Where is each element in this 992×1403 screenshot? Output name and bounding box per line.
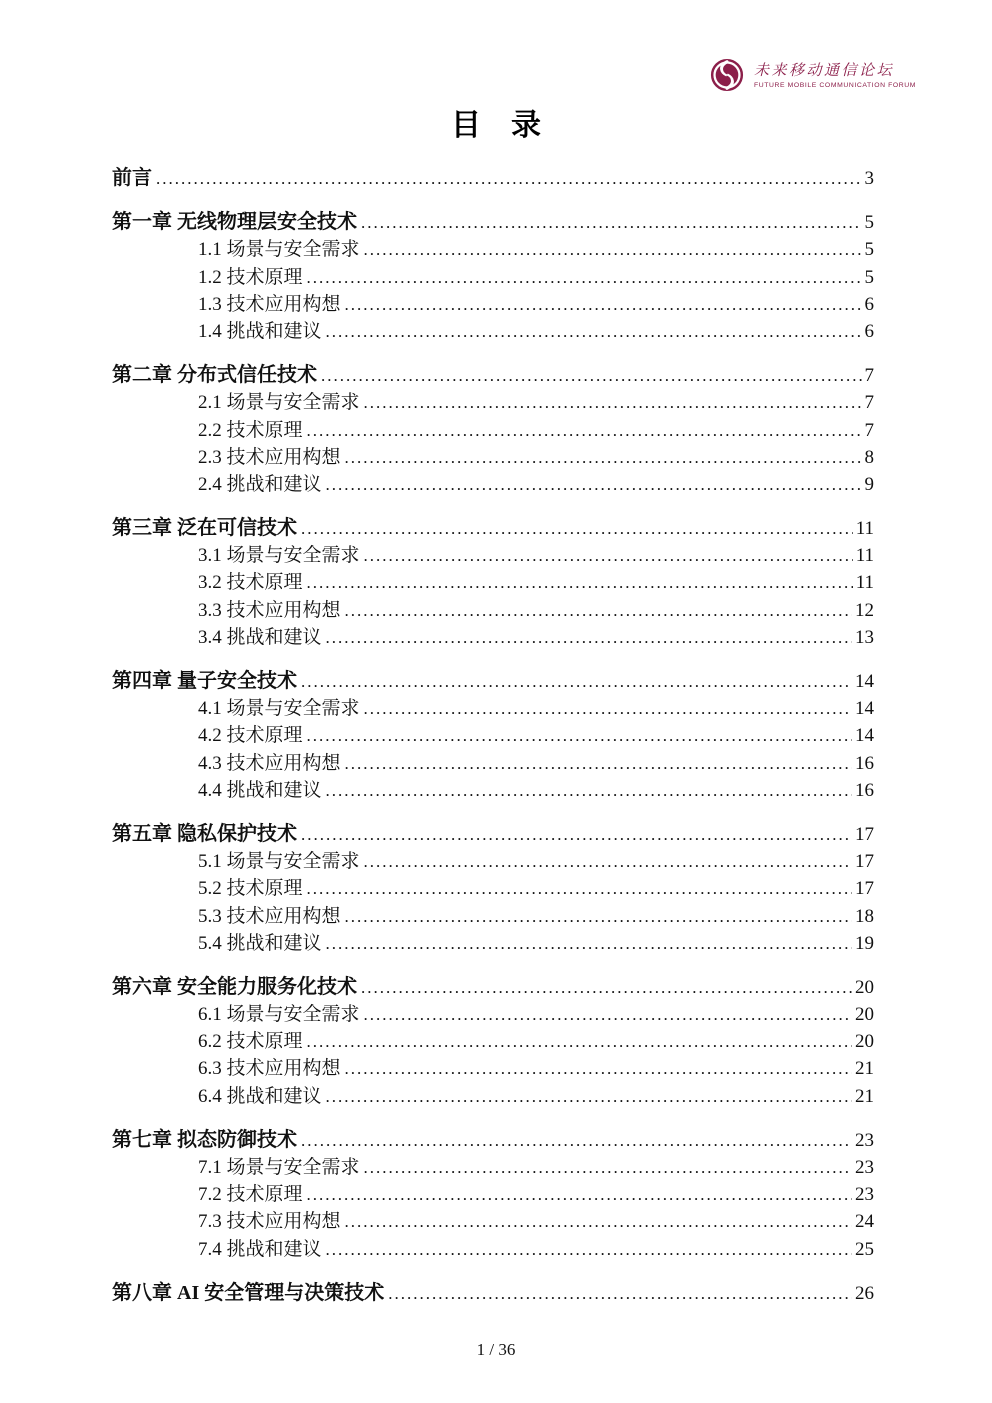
- toc-entry[interactable]: [112, 597, 874, 624]
- toc-dot-leader: [364, 1001, 852, 1028]
- toc-entry[interactable]: [112, 1028, 874, 1055]
- toc-entry-page: 17: [855, 878, 874, 900]
- toc-entry-page: 18: [855, 905, 874, 927]
- toc-entry[interactable]: [112, 1208, 874, 1235]
- toc-entry[interactable]: [112, 1001, 874, 1028]
- toc-entry-page: 21: [855, 1085, 874, 1107]
- toc-dot-leader: [156, 165, 862, 192]
- toc-dot-leader: [364, 695, 852, 722]
- toc-entry-page: 11: [855, 545, 874, 567]
- toc-dot-leader: [307, 569, 853, 596]
- toc-entry-page: 11: [855, 518, 874, 540]
- page-number: 1 / 36: [476, 1340, 516, 1359]
- toc-entry-label: 7.1 场景与安全需求: [198, 1157, 360, 1178]
- toc-entry-label: 2.2 技术原理: [198, 419, 303, 441]
- toc-entry[interactable]: [112, 1181, 874, 1208]
- toc-entry[interactable]: [112, 1127, 874, 1154]
- toc-dot-leader: [345, 1055, 852, 1082]
- toc-dot-leader: [326, 318, 862, 345]
- toc-dot-leader: [364, 389, 862, 416]
- forum-logo-text: [754, 62, 916, 89]
- toc-dot-leader: [345, 750, 852, 777]
- toc-entry-label: 第一章 无线物理层安全技术: [112, 211, 357, 234]
- toc-entry[interactable]: [112, 1083, 874, 1110]
- toc-entry[interactable]: [112, 291, 874, 318]
- toc-dot-leader: [364, 542, 853, 569]
- toc-entry[interactable]: [112, 1280, 874, 1307]
- toc-entry-label: 第二章 分布式信任技术: [112, 364, 317, 387]
- toc-entry-label: 5.2 技术原理: [198, 878, 303, 900]
- toc-entry-label: 2.4 挑战和建议: [198, 473, 322, 495]
- toc-dot-leader: [345, 1208, 852, 1235]
- toc-dot-leader: [326, 624, 852, 651]
- toc-entry[interactable]: [112, 569, 874, 596]
- toc-entry-label: 4.4 挑战和建议: [198, 779, 322, 801]
- toc-entry-page: 24: [855, 1211, 874, 1233]
- toc-dot-leader: [345, 597, 852, 624]
- toc-entry-label: 3.2 技术原理: [198, 572, 303, 594]
- forum-name-en: FUTURE MOBILE COMMUNICATION FORUM: [754, 81, 917, 89]
- toc-dot-leader: [361, 209, 862, 236]
- toc-entry-page: 19: [855, 932, 874, 954]
- toc-dot-leader: [301, 668, 852, 695]
- toc-entry[interactable]: [112, 821, 874, 848]
- toc-dot-leader: [326, 930, 852, 957]
- toc-entry[interactable]: [112, 417, 874, 444]
- toc-entry-page: 14: [855, 671, 874, 692]
- toc-dot-leader: [364, 236, 862, 263]
- toc-entry-label: 4.2 技术原理: [198, 725, 303, 747]
- toc-entry[interactable]: [112, 1055, 874, 1082]
- toc-entry[interactable]: [112, 1236, 874, 1263]
- toc-entry-page: 17: [855, 823, 874, 845]
- toc-dot-leader: [364, 1154, 852, 1181]
- toc-entry-page: 7: [864, 365, 874, 387]
- toc-entry-label: 3.4 挑战和建议: [198, 626, 322, 648]
- toc-entry[interactable]: [112, 1154, 874, 1181]
- toc-entry-page: 17: [855, 851, 874, 873]
- toc-title: 目 录: [451, 109, 541, 142]
- forum-logo-icon: [710, 58, 744, 92]
- toc-entry-label: 5.1 场景与安全需求: [198, 851, 360, 873]
- toc-entry[interactable]: [112, 264, 874, 291]
- toc-dot-leader: [301, 821, 852, 848]
- toc-entry-label: 3.3 技术应用构想: [198, 599, 341, 621]
- toc-entry-page: 6: [864, 320, 874, 342]
- toc-entry[interactable]: [112, 236, 874, 263]
- toc-dot-leader: [361, 974, 852, 1001]
- toc-entry-page: 11: [855, 572, 874, 594]
- toc-entry-label: 1.3 技术应用构想: [198, 293, 341, 315]
- toc-dot-leader: [345, 291, 862, 318]
- toc-entry[interactable]: [112, 362, 874, 389]
- toc-entry-page: 16: [855, 779, 874, 801]
- toc-entry-label: 6.3 技术应用构想: [198, 1058, 341, 1080]
- toc-entry[interactable]: [112, 542, 874, 569]
- toc-dot-leader: [388, 1280, 852, 1307]
- toc-entry-label: 第八章 AI 安全管理与决策技术: [112, 1281, 385, 1304]
- toc-entry[interactable]: [112, 389, 874, 416]
- toc-entry-page: 21: [855, 1058, 874, 1080]
- toc-entry-label: 4.1 场景与安全需求: [198, 698, 360, 720]
- toc-entry-label: 2.1 场景与安全需求: [198, 392, 360, 414]
- toc-entry[interactable]: [112, 848, 874, 875]
- toc-entry-page: 16: [855, 752, 874, 774]
- toc-entry-label: 第三章 泛在可信技术: [112, 517, 297, 540]
- toc-dot-leader: [307, 1028, 852, 1055]
- toc-entry-page: 5: [864, 239, 874, 261]
- toc-entry-label: 1.1 场景与安全需求: [198, 239, 360, 261]
- toc-entry[interactable]: [112, 903, 874, 930]
- toc-entry-page: 23: [855, 1157, 874, 1178]
- toc-entry[interactable]: [112, 974, 874, 1001]
- toc-entry-label: 6.1 场景与安全需求: [198, 1004, 360, 1026]
- toc-list: [112, 165, 874, 1307]
- toc-entry-label: 7.4 挑战和建议: [198, 1238, 322, 1260]
- toc-entry-page: 20: [855, 1004, 874, 1026]
- toc-entry[interactable]: [112, 444, 874, 471]
- toc-entry[interactable]: [112, 668, 874, 695]
- toc-entry-page: 26: [855, 1282, 874, 1304]
- toc-dot-leader: [321, 362, 862, 389]
- toc-dot-leader: [345, 903, 852, 930]
- toc-dot-leader: [326, 1236, 852, 1263]
- toc-entry-page: 5: [864, 266, 874, 288]
- toc-dot-leader: [307, 1181, 852, 1208]
- toc-entry[interactable]: [112, 695, 874, 722]
- toc-entry-page: 14: [855, 698, 874, 720]
- toc-entry[interactable]: [112, 471, 874, 498]
- toc-entry-label: 2.3 技术应用构想: [198, 446, 341, 468]
- toc-entry-label: 6.4 挑战和建议: [198, 1085, 322, 1107]
- toc-entry[interactable]: [112, 165, 874, 192]
- toc-entry-label: 第四章 量子安全技术: [112, 670, 297, 692]
- toc-entry-page: 12: [855, 599, 874, 621]
- toc-dot-leader: [345, 444, 862, 471]
- toc-entry-label: 4.3 技术应用构想: [198, 752, 341, 774]
- toc-entry-page: 20: [855, 976, 874, 998]
- toc-entry-page: 23: [855, 1129, 874, 1151]
- toc-dot-leader: [364, 848, 852, 875]
- toc-entry-page: 13: [855, 626, 874, 648]
- toc-entry-page: 7: [864, 419, 874, 441]
- toc-entry[interactable]: [112, 750, 874, 777]
- toc-entry-page: 9: [864, 473, 874, 495]
- toc-entry-label: 1.4 挑战和建议: [198, 320, 322, 342]
- toc-dot-leader: [326, 1083, 852, 1110]
- toc-entry-label: 3.1 场景与安全需求: [198, 545, 360, 567]
- toc-entry-label: 7.2 技术原理: [198, 1184, 303, 1206]
- toc-entry[interactable]: [112, 930, 874, 957]
- toc-entry-label: 第五章 隐私保护技术: [112, 822, 297, 845]
- toc-entry[interactable]: [112, 875, 874, 902]
- toc-dot-leader: [307, 264, 862, 291]
- toc-dot-leader: [307, 417, 862, 444]
- toc-dot-leader: [307, 875, 852, 902]
- toc-entry-label: 第六章 安全能力服务化技术: [112, 975, 357, 998]
- forum-name-cn: 未来移动通信论坛: [754, 62, 895, 79]
- toc-entry-page: 5: [864, 212, 874, 234]
- toc-entry-label: 第七章 拟态防御技术: [112, 1128, 297, 1151]
- toc-entry-label: 前言: [112, 167, 152, 189]
- toc-dot-leader: [326, 471, 862, 498]
- toc-entry[interactable]: [112, 624, 874, 651]
- toc-entry[interactable]: [112, 722, 874, 749]
- toc-entry-page: 14: [855, 725, 874, 747]
- toc-dot-leader: [326, 777, 852, 804]
- toc-entry-page: 3: [864, 168, 874, 189]
- toc-dot-leader: [301, 1127, 852, 1154]
- toc-entry[interactable]: [112, 318, 874, 345]
- toc-entry-page: 6: [864, 293, 874, 315]
- toc-dot-leader: [301, 515, 853, 542]
- toc-entry-page: 23: [855, 1184, 874, 1206]
- toc-entry-page: 7: [864, 392, 874, 414]
- toc-entry-page: 20: [855, 1031, 874, 1053]
- toc-entry-label: 5.3 技术应用构想: [198, 905, 341, 927]
- toc-entry-page: 8: [864, 446, 874, 468]
- toc-entry-label: 5.4 挑战和建议: [198, 932, 322, 954]
- toc-entry[interactable]: [112, 777, 874, 804]
- toc-entry-label: 1.2 技术原理: [198, 266, 303, 288]
- toc-entry[interactable]: [112, 515, 874, 542]
- toc-entry-page: 25: [855, 1238, 874, 1260]
- toc-entry-label: 7.3 技术应用构想: [198, 1211, 341, 1233]
- toc-entry[interactable]: [112, 209, 874, 236]
- toc-entry-label: 6.2 技术原理: [198, 1031, 303, 1053]
- toc-dot-leader: [307, 722, 852, 749]
- forum-logo: [710, 58, 916, 92]
